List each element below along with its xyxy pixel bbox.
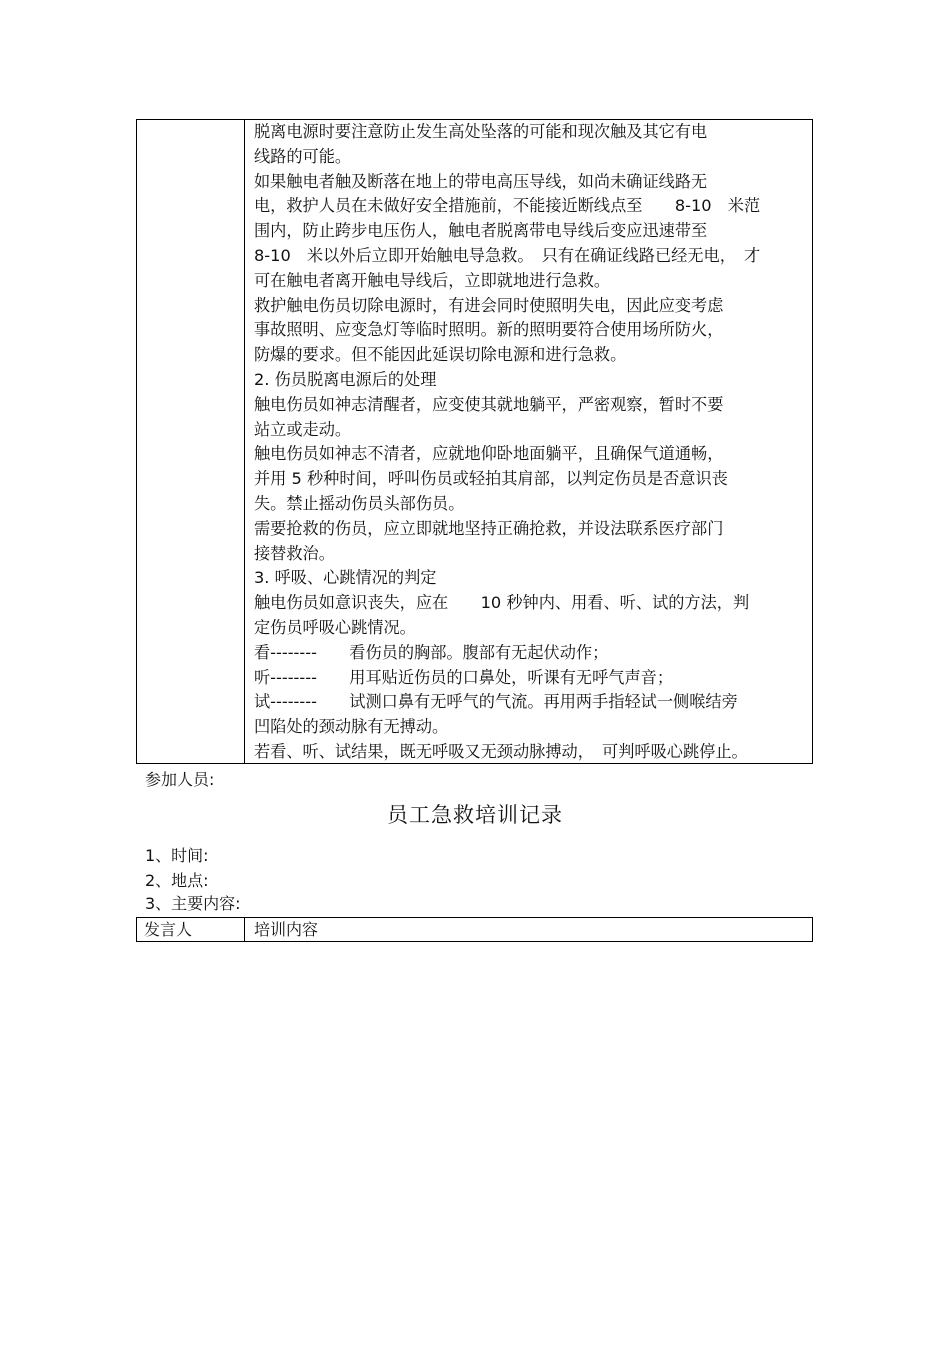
main-content-field: 3、主要内容:: [145, 894, 241, 913]
text-line: 触电伤员如神志清醒者，应变使其就地躺平，严密观察，暂时不要: [254, 394, 724, 414]
training-content-table: [136, 917, 813, 942]
text-line: 触电伤员如神志不清者，应就地仰卧地面躺平，且确保气道通畅，: [254, 444, 724, 464]
text-line: 站立或走动。: [254, 419, 352, 439]
text-line: 凹陷处的颈动脉有无搏动。: [254, 717, 449, 737]
section-heading: 3. 呼吸、心跳情况的判定: [254, 568, 437, 588]
text-line: 试-------- 试测口鼻有无呼气的气流。再用两手指轻试一侧喉结旁: [254, 692, 738, 712]
text-line: 防爆的要求。但不能因此延误切除电源和进行急救。: [254, 345, 627, 365]
text-line: 若看、听、试结果，既无呼吸又无颈动脉搏动， 可判呼吸心跳停止。: [254, 742, 748, 761]
text-line: 可在触电者离开触电导线后，立即就地进行急救。: [254, 270, 611, 290]
text-line: 围内，防止跨步电压伤人，触电者脱离带电导线后变应迅速带至: [254, 221, 708, 241]
table-column-divider: [244, 120, 245, 763]
participants-label: 参加人员:: [145, 770, 215, 789]
text-line: 触电伤员如意识丧失，应在 10 秒钟内、用看、听、试的方法，判: [254, 593, 750, 613]
place-field: 2、地点:: [145, 871, 209, 890]
text-line: 需要抢救的伤员，应立即就地坚持正确抢救，并设法联系医疗部门: [254, 518, 724, 538]
text-line: 并用 5 秒种时间，呼叫伤员或轻拍其肩部，以判定伤员是否意识丧: [254, 469, 728, 489]
text-line: 事故照明、应变急灯等临时照明。新的照明要符合使用场所防火，: [254, 320, 724, 340]
text-line: 听-------- 用耳贴近伤员的口鼻处，听课有无呼气声音；: [254, 667, 674, 687]
text-line: 如果触电者触及断落在地上的带电高压导线，如尚未确证线路无: [254, 171, 708, 191]
content-column-header: 培训内容: [254, 920, 319, 939]
text-line: 8-10 米以外后立即开始触电导急救。 只有在确证线路已经无电， 才: [254, 246, 761, 265]
text-line: 电，救护人员在未做好安全措施前，不能接近断线点至 8-10 米范: [254, 196, 761, 216]
text-line: 线路的可能。: [254, 146, 352, 166]
time-field: 1、时间:: [145, 846, 209, 865]
section-heading: 2. 伤员脱离电源后的处理: [254, 370, 437, 389]
document-title: 员工急救培训记录: [387, 803, 563, 827]
text-line: 定伤员呼吸心跳情况。: [254, 618, 416, 637]
rescue-procedure-table: [136, 119, 813, 764]
text-line: 脱离电源时要注意防止发生高处坠落的可能和现次触及其它有电: [254, 122, 708, 141]
speaker-column-header: 发言人: [144, 920, 193, 939]
text-line: 接替救治。: [254, 543, 335, 563]
text-line: 救护触电伤员切除电源时，有进会同时使照明失电，因此应变考虑: [254, 295, 724, 315]
table-column-divider: [244, 918, 245, 941]
text-line: 失。禁止摇动伤员头部伤员。: [254, 494, 465, 513]
text-line: 看-------- 看伤员的胸部。腹部有无起伏动作；: [254, 642, 609, 662]
